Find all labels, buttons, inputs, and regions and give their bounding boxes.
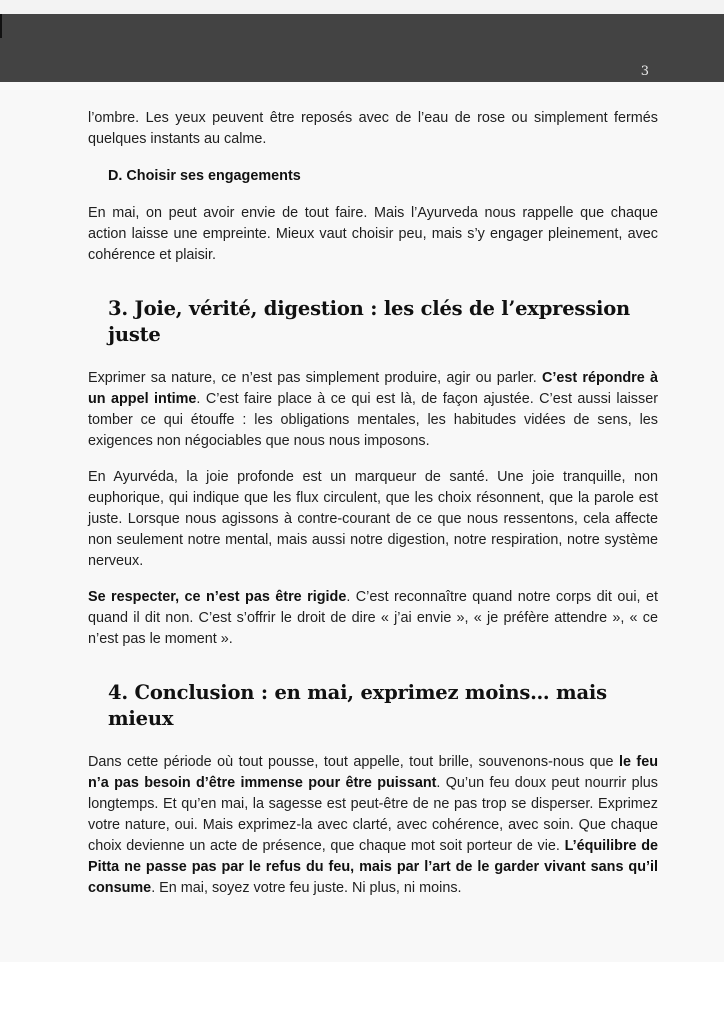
paragraph-engagements: En mai, on peut avoir envie de tout faire. Mais l’Ayurveda nous rappelle que chaque action laisse une empreinte. Mieux vaut choisir peu, mais s’y engager pleinement, avec cohérence et plaisir. <box>88 205 658 263</box>
paragraph-se-respecter <box>88 587 658 650</box>
bold-text-run: le feu n’a pas besoin d’être immense pour être puissant <box>88 754 659 791</box>
bold-text-run: C’est répondre à un appel intime <box>88 370 658 407</box>
text-run: . Qu’un feu doux peut nourrir plus longtemps. Et qu’en mai, la sagesse est peut-être de ne pas trop se disperser. Exprimez votre nature, oui. Mais exprimez-la avec clarté, avec cohérence, avec soin. Que chaque choix devienne un acte de présence, que chaque mot soit porteur de vie. <box>88 775 658 854</box>
subheading-choisir-engagements: D. Choisir ses engagements <box>108 168 301 184</box>
bold-text-run: L’équilibre de Pitta ne passe pas par le refus du feu, mais par l’art de le garder vivant sans qu’il consume <box>88 838 658 896</box>
paragraph-exprimer-nature <box>88 368 658 452</box>
page-body <box>0 82 724 962</box>
page-header-bar <box>0 14 724 82</box>
paragraph-ombre: l’ombre. Les yeux peuvent être reposés avec de l’eau de rose ou simplement fermés quelques instants au calme. <box>88 110 658 147</box>
bottom-strip <box>0 962 724 1024</box>
header-edge-mark <box>0 14 2 38</box>
section-heading-4: 4. Conclusion : en mai, exprimez moins… mais mieux <box>108 681 607 730</box>
text-run: . C’est reconnaître quand notre corps dit oui, et quand il dit non. C’est s’offrir le droit de dire « j’ai envie », « je préfère attendre », « ce n’est pas le moment ». <box>88 589 658 647</box>
text-run: Dans cette période où tout pousse, tout appelle, tout brille, souvenons-nous que <box>88 754 619 770</box>
text-run: . C’est faire place à ce qui est là, de façon ajustée. C’est aussi laisser tomber ce qui étouffe : les obligations mentales, les habitudes vidées de sens, les exigences non négociables que nous nous imposons. <box>88 391 658 449</box>
text-run: . En mai, soyez votre feu juste. Ni plus, ni moins. <box>151 880 462 896</box>
page-number: 3 <box>640 64 649 79</box>
document-content <box>88 82 658 899</box>
text-run: Exprimer sa nature, ce n’est pas simplement produire, agir ou parler. <box>88 370 543 386</box>
section-heading-3: 3. Joie, vérité, digestion : les clés de l’expression juste <box>108 297 630 346</box>
bold-text-run: Se respecter, ce n’est pas être rigide <box>88 589 347 605</box>
paragraph-joie-profonde: En Ayurvéda, la joie profonde est un marqueur de santé. Une joie tranquille, non euphorique, qui indique que les flux circulent, que les choix résonnent, que la parole est juste. Lorsque nous agissons à contre-courant de ce que nous ressentons, cela affecte non seulement notre mental, mais aussi notre digestion, notre respiration, notre système nerveux. <box>88 469 658 569</box>
paragraph-conclusion <box>88 752 658 899</box>
top-strip <box>0 0 724 14</box>
